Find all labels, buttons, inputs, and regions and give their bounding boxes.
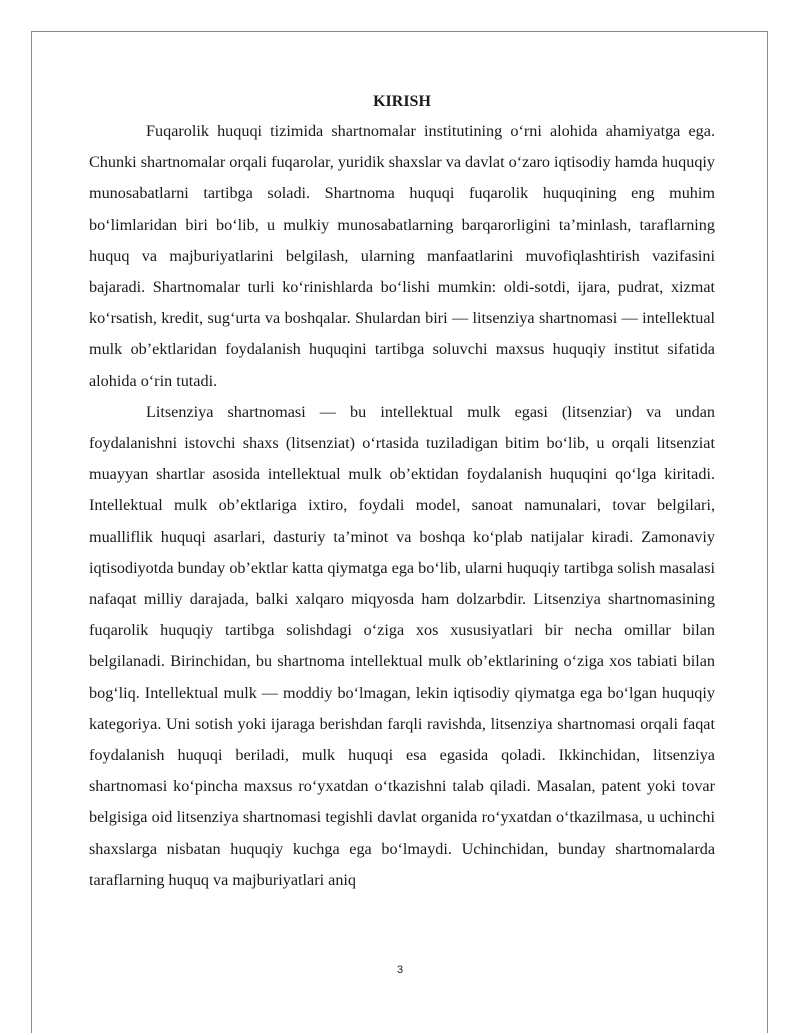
paragraph: Litsenziya shartnomasi — bu intellektual mulk egasi (litsenziar) va undan foydalanishni istovchi shaxs (litsenziat) o‘rtasida tuziladigan bitim bo‘lib, u orqali litsenziat muayyan shartlar asosida intellektual mulk ob’ektidan foydalanish huquqini qo‘lga kiritadi. Intellektual mulk ob’ektlariga ixtiro, foydali model, sanoat namunalari, tovar belgilari, mualliflik huquqi asarlari, dasturiy ta’minot va boshqa ko‘plab natijalar kiradi. Zamonaviy iqtisodiyotda bunday ob’ektlar katta qiymatga ega bo‘lib, ularni huquqiy tartibga solish masalasi nafaqat milliy darajada, balki xalqaro miqyosda ham dolzarbdir. Litsenziya shartnomasining fuqarolik huquqiy tartibga solishdagi o‘ziga xos xususiyatlari bir necha omillar bilan belgilanadi. Birinchidan, bu shartnoma intellektual mulk ob’ektlarining o‘ziga xos tabiati bilan bog‘liq. Intellektual mulk — moddiy bo‘lmagan, lekin iqtisodiy qiymatga ega bo‘lgan huquqiy kategoriya. Uni sotish yoki ijaraga berishdan farqli ravishda, litsenziya shartnomasi orqali faqat foydalanish huquqi beriladi, mulk huquqi esa egasida qoladi. Ikkinchidan, litsenziya shartnomasi ko‘pincha maxsus ro‘yxatdan o‘tkazishni talab qiladi. Masalan, patent yoki tovar belgisiga oid litsenziya shartnomasi tegishli davlat organida ro‘yxatdan o‘tkazilmasa, u uchinchi shaxslarga nisbatan huquqiy kuchga ega bo‘lmaydi. Uchinchidan, bunday shartnomalarda taraflarning huquq va majburiyatlari aniq bbox=[89, 402, 715, 889]
page-number: 3 bbox=[396, 964, 404, 976]
section-heading: KIRISH bbox=[373, 93, 431, 110]
page-content bbox=[89, 88, 715, 896]
paragraph: Fuqarolik huquqi tizimida shartnomalar institutining o‘rni alohida ahamiyatga ega. Chunki shartnomalar orqali fuqarolar, yuridik shaxslar va davlat o‘zaro iqtisodiy hamda huquqiy munosabatlarni tartibga soladi. Shartnoma huquqi fuqarolik huquqining eng muhim bo‘limlaridan biri bo‘lib, u mulkiy munosabatlarning barqarorligini ta’minlash, taraflarning huquq va majburiyatlarini belgilash, ularning manfaatlarini muvofiqlashtirish vazifasini bajaradi. Shartnomalar turli ko‘rinishlarda bo‘lishi mumkin: oldi-sotdi, ijara, pudrat, xizmat ko‘rsatish, kredit, sug‘urta va boshqalar. Shulardan biri — litsenziya shartnomasi — intellektual mulk ob’ektlaridan foydalanish huquqini tartibga soluvchi maxsus huquqiy institut sifatida alohida o‘rin tutadi. bbox=[89, 122, 716, 390]
document-page bbox=[31, 31, 768, 1033]
